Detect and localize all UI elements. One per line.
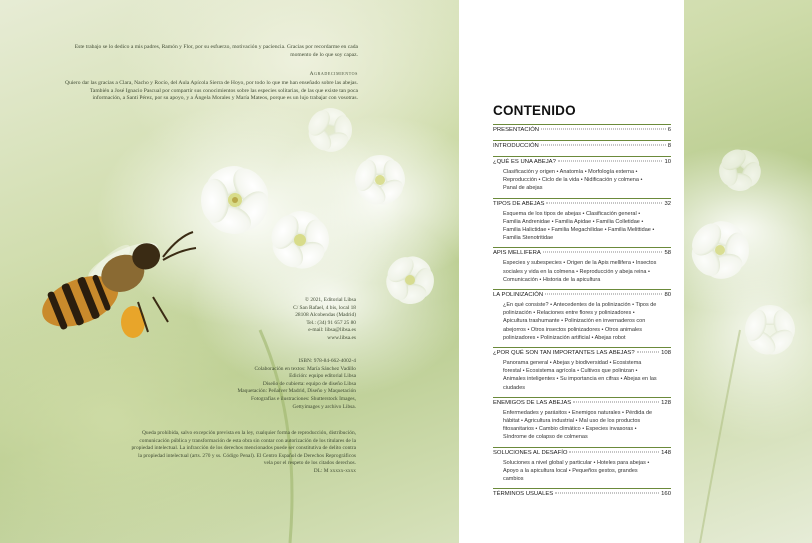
- credit-line: Fotografías e ilustraciones: Shutterstock Images,: [251, 395, 356, 402]
- toc-entry-label: ¿QUÉ ES UNA ABEJA?: [493, 159, 556, 165]
- toc-entry-label: TÉRMINOS USUALES: [493, 491, 554, 498]
- toc-entry-page: 128: [661, 399, 671, 406]
- toc-entry-label: PRESENTACIÓN: [493, 127, 540, 133]
- toc-list: [493, 124, 671, 504]
- toc-entry-page: 160: [661, 491, 671, 498]
- toc-panel: [459, 0, 684, 543]
- imprint-line: 28108 Alcobendas (Madrid): [295, 312, 356, 319]
- toc-entry-label: INTRODUCCIÓN: [493, 143, 539, 149]
- toc-entry-subtopics: Soluciones a nivel global y particular • Hoteles para abejas • Apoyo a la apicultura local • Pequeños gestos, grandes cambios: [503, 459, 650, 483]
- credit-line: Edición: equipo editorial Libsa: [289, 373, 356, 380]
- acknowledgements-title: Agradecimientos: [309, 71, 358, 77]
- toc-entry-page: 10: [664, 159, 671, 165]
- toc-entry[interactable]: [493, 289, 671, 342]
- toc-entry[interactable]: [493, 124, 671, 136]
- toc-entry-label: APIS MELLIFERA: [493, 250, 541, 257]
- toc-entry-page: 6: [667, 127, 671, 133]
- legal-deposit: DL: M xxxxx-xxxx: [313, 467, 356, 474]
- toc-entry[interactable]: [493, 156, 671, 193]
- toc-entry-label: ¿POR QUÉ SON TAN IMPORTANTES LAS ABEJAS?: [493, 350, 635, 357]
- toc-entry-subtopics: ¿En qué consiste? • Antecedentes de la polinización • Tipos de polinización • Relaciones entre flores y polinizadores • Apicultura trashumante • Polinización en invernaderos con abejorros • Otros insectos polinizadores • Otros animales polinizadores • Polinización artificial • Abejas robot: [503, 302, 657, 341]
- imprint-line: © 2021, Editorial Libsa: [304, 297, 356, 303]
- toc-entry-label: SOLUCIONES AL DESAFÍO: [493, 449, 568, 456]
- legal-text: Queda prohibida, salvo excepción prevista en la ley, cualquier forma de reproducción, distribución, comunicación pública y transformación de esta obra sin contar con autorización de los titulares de la propiedad intelectual. La infracción de los derechos mencionados puede ser constitutiva de delito contra la propiedad intelectual (arts. 270 y ss. Código Penal). El Centro Español de Derechos Reprográficos vela por el respeto de los citados derechos.: [131, 430, 356, 467]
- toc-entry-subtopics: Especies y subespecies • Origen de la Apis mellifera • Insectos sociales y vida en la colmena • Reproducción y abeja reina • Comunicación • Historia de la apicultura: [503, 260, 657, 283]
- toc-entry[interactable]: [493, 198, 671, 243]
- toc-entry-subtopics: Esquema de los tipos de abejas • Clasificación general • Familia Andrenidae • Familia Apidae • Familia Colletidae • Familia Halictidae • Familia Megachilidae • Familia Melittidae • Familia Stenotritidae: [503, 210, 655, 242]
- toc-entry-page: 58: [664, 250, 671, 257]
- toc-entry-page: 8: [667, 143, 671, 149]
- credit-line: Maquetación: Peñalver Madrid, Diseño y Maquetación: [237, 388, 356, 395]
- acknowledgements-body: Quiero dar las gracias a Clara, Nacho y Rocío, del Aula Apícola Sierra de Hoyo, por todo lo que me han enseñado sobre las abejas. También a José Ignacio Pascual por compartir sus conocimientos sobre las especies solitarias, de las que existe tan poca información, a Santi Pérez, por su apoyo, y a Ángela Morales y María Mateos, porque es un lujo trabajar con vosotras.: [65, 80, 358, 102]
- toc-entry-page: 32: [664, 200, 671, 207]
- dedication-text: Este trabajo se lo dedico a mis padres, Ramón y Flor, por su esfuerzo, motivación y paciencia. Gracias por recordarme en cada momento de lo que soy capaz.: [74, 44, 358, 58]
- toc-entry-label: ENEMIGOS DE LAS ABEJAS: [493, 399, 572, 406]
- toc-entry[interactable]: [493, 140, 671, 152]
- credit-line: Diseño de cubierta: equipo de diseño Libsa: [262, 380, 356, 387]
- toc-entry-label: TIPOS DE ABEJAS: [493, 200, 545, 207]
- toc-title: CONTENIDO: [493, 103, 576, 118]
- toc-entry-page: 108: [661, 350, 671, 357]
- toc-entry[interactable]: [493, 347, 671, 392]
- toc-entry-page: 80: [664, 292, 671, 299]
- legal-notice: [130, 430, 356, 476]
- toc-entry-subtopics: Panorama general • Abejas y biodiversidad • Ecosistema forestal • Ecosistema agrícola • Cultivos que polinizan • Animales inteligentes • Su importancia en cifras • Abejas en las ciudades: [503, 360, 657, 391]
- toc-entry-subtopics: Enfermedades y parásitos • Enemigos naturales • Pérdida de hábitat • Agricultura industrial • Mal uso de los productos fitosanitarios • Cambio climático • Especies invasoras • Síndrome de colapso de colmenas: [503, 409, 653, 441]
- blossom-main: [200, 161, 275, 239]
- toc-entry[interactable]: [493, 397, 671, 442]
- toc-entry[interactable]: [493, 447, 671, 484]
- imprint-line: Tel.: (34) 91 657 25 80: [306, 319, 356, 326]
- toc-entry-subtopics: Clasificación y origen • Anatomía • Morfología externa • Reproducción • Ciclo de la vida • Nidificación y colmena • Panal de abejas: [503, 169, 643, 192]
- imprint-line: C/ San Rafael, 4 bis, local 18: [293, 304, 356, 311]
- publisher-imprint: [200, 297, 356, 343]
- credits-block: [150, 358, 356, 411]
- imprint-line: www.libsa.es: [327, 334, 356, 341]
- toc-entry-label: LA POLINIZACIÓN: [493, 292, 544, 299]
- credit-line: Gettyimages y archivo Libsa.: [292, 403, 356, 410]
- imprint-line: e-mail: libsa@libsa.es: [308, 327, 356, 334]
- toc-entry-page: 148: [661, 449, 671, 456]
- credit-line: ISBN: 978-84-662-4002-4: [298, 358, 356, 364]
- bee-image: [28, 222, 198, 352]
- credit-line: Colaboración en textos: María Sánchez Vadillo: [254, 365, 356, 372]
- toc-entry[interactable]: [493, 488, 671, 500]
- toc-entry[interactable]: [493, 247, 671, 284]
